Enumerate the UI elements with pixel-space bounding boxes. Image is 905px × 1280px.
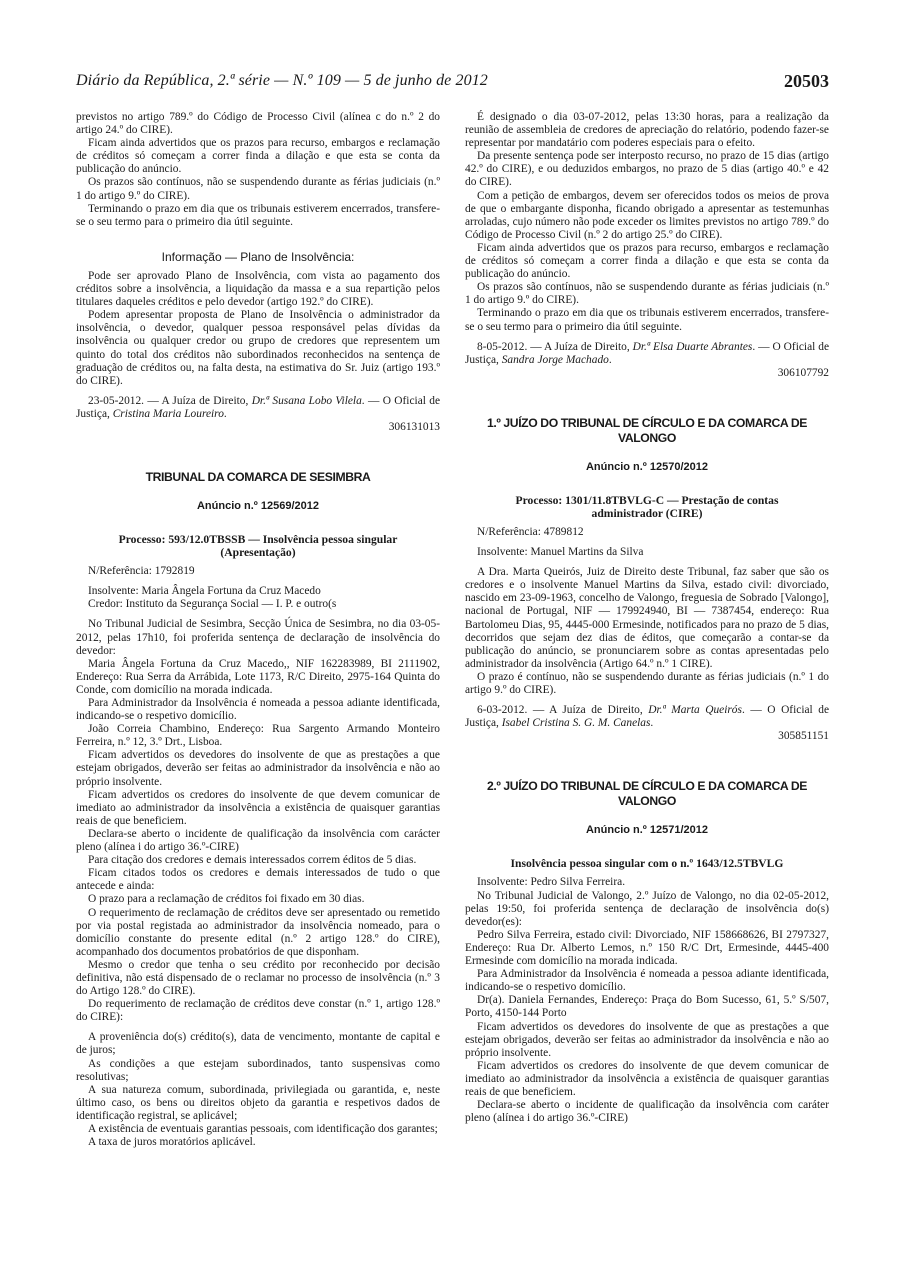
court-heading: 1.º JUÍZO DO TRIBUNAL DE CÍRCULO E DA COMARCA DE VALONGO [487, 415, 807, 445]
paragraph: Ficam advertidos os credores do insolvente de que devem comunicar de imediato ao administrador da insolvência a existência de quaisquer garantias reais de que beneficiem. [465, 1059, 829, 1098]
announcement-number: Anúncio n.º 12571/2012 [585, 824, 708, 837]
paragraph: Para citação dos credores e demais interessados correm éditos de 5 dias. [88, 854, 417, 867]
paragraph: Declara-se aberto o incidente de qualificação da insolvência com carácter pleno (alínea i do artigo 36.º-CIRE) [76, 827, 440, 854]
announcement-number: Anúncio n.º 12570/2012 [585, 460, 708, 473]
court-heading: TRIBUNAL DA COMARCA DE SESIMBRA [145, 470, 371, 485]
paragraph: Com a petição de embargos, devem ser oferecidos todos os meios de prova de que o embargante disponha, ficando obrigado a apresentar as testemunhas arroladas, cujo número não pode exceder os limites previstos no artigo 789.º do Código de Processo Civil (n.º 2 do artigo 25.º do CIRE). [465, 189, 829, 241]
signature-line [465, 341, 829, 367]
signature-text: . [223, 407, 227, 420]
court-heading: 2.º JUÍZO DO TRIBUNAL DE CÍRCULO E DA COMARCA DE VALONGO [487, 779, 807, 809]
paragraph: Para Administrador da Insolvência é nomeada a pessoa adiante identificada, indicando-se o respetivo domicílio. [465, 968, 829, 994]
right-column [465, 111, 829, 1125]
notice-id: 306131013 [388, 420, 440, 433]
page-number: 20503 [784, 71, 829, 91]
reference-number: N/Referência: 1792819 [88, 565, 195, 578]
signature-line [76, 395, 440, 421]
signature-text: . — O Oficial de Justiça, [465, 340, 830, 366]
signatory-name: Dr.ª Elsa Duarte Abrantes [632, 340, 753, 353]
signature-text: 8-05-2012. — A Juíza de Direito, [477, 340, 633, 353]
paragraph: Terminando o prazo em dia que os tribunais estiverem encerrados, transfere-se o seu termo para o primeiro dia útil seguinte. [76, 202, 440, 228]
paragraph: Insolvente: Pedro Silva Ferreira. [477, 876, 626, 889]
paragraph: Terminando o prazo em dia que os tribunais estiverem encerrados, transfere-se o seu termo para o primeiro dia útil seguinte. [465, 307, 829, 333]
paragraph: Declara-se aberto o incidente de qualificação da insolvência com caráter pleno (alínea i do artigo 36.º-CIRE) [465, 1099, 829, 1125]
paragraph: Ficam advertidos os devedores do insolvente de que as prestações a que estejam obrigados, deverão ser feitas ao administrador da insolvência e não ao próprio insolvente. [465, 1020, 829, 1059]
notice-id: 306107792 [777, 366, 829, 379]
paragraph: Maria Ângela Fortuna da Cruz Macedo,, NIF 162283989, BI 2111902, Endereço: Rua Serra da Arrábida, Lote 1173, R/C Direito, 2975-164 Quinta do Conde, com domicílio na morada indicada. [76, 657, 440, 696]
reference-number: N/Referência: 4789812 [477, 525, 584, 538]
paragraph: Pedro Silva Ferreira, estado civil: Divorciado, NIF 158668626, BI 2797327, Endereço: Rua Dr. Alberto Lemos, n.º 150 R/C Drt, Ermesinde, 4445-400 Ermesinde com domicílio na morada indicada. [465, 928, 829, 968]
paragraph: previstos no artigo 789.º do Código de Processo Civil (alínea c do n.º 2 do artigo 24.º do CIRE). [76, 111, 440, 137]
paragraph: Insolvente: Manuel Martins da Silva [477, 546, 644, 559]
paragraph: Pode ser aprovado Plano de Insolvência, com vista ao pagamento dos créditos sobre a insolvência, a liquidação da massa e a sua repartição pelos titulares daqueles créditos e pelo devedor (artigo 192.º do CIRE). [76, 269, 440, 309]
signature-text: . — O Oficial de Justiça, [465, 704, 830, 730]
signature-text: . — O Oficial de Justiça, [76, 394, 441, 420]
paragraph: Para Administrador da Insolvência é nomeada a pessoa adiante identificada, indicando-se o respetivo domicílio. [76, 697, 440, 723]
signature-text: 23-05-2012. — A Juíza de Direito, [88, 394, 252, 407]
paragraph: Ficam citados todos os credores e demais interessados de tudo o que antecede e ainda: [76, 867, 440, 893]
paragraph: Ficam advertidos os credores do insolvente de que devem comunicar de imediato ao administrador da insolvência a existência de quaisquer garantias reais de que beneficiem. [76, 788, 440, 827]
signature-line [465, 704, 829, 730]
paragraph: No Tribunal Judicial de Valongo, 2.º Juízo de Valongo, no dia 02-05-2012, pelas 19:50, foi proferida sentença de declaração de insolvência do(s) devedor(es): [465, 889, 829, 928]
signature-text: . [650, 717, 654, 730]
paragraph: O prazo é contínuo, não se suspendendo durante as férias judiciais (n.º 1 do artigo 9.º do CIRE). [465, 670, 829, 696]
process-title: Processo: 1301/11.8TBVLG-C — Prestação de contas administrador (CIRE) [515, 493, 779, 520]
signatory-name: Dr.ª Marta Queirós [648, 704, 742, 717]
paragraph: Credor: Instituto da Segurança Social — I. P. e outro(s [88, 598, 337, 611]
paragraph: O prazo para a reclamação de créditos foi fixado em 30 dias. [88, 893, 365, 906]
signatory-name: Dr.ª Susana Lobo Vilela [251, 394, 362, 407]
notice-id: 305851151 [778, 730, 829, 743]
paragraph: A sua natureza comum, subordinada, privilegiada ou garantida, e, neste último caso, os bens ou direitos objeto da garantia e respetivos dados de identificação registral, se aplicável; [76, 1083, 440, 1122]
paragraph: A proveniência do(s) crédito(s), data de vencimento, montante de capital e de juros; [76, 1031, 440, 1057]
paragraph: A Dra. Marta Queirós, Juiz de Direito deste Tribunal, faz saber que são os credores e o insolvente Manuel Martins da Silva, estado civil: divorciado, nascido em 23-09-1963, concelho de Valongo, freguesia de Sobrado [Valongo], nacional de Portugal, NIF — 179924940, BI — 7387454, endereço: Rua Bartolomeu Dias, 95, 4445-000 Ermesinde, notificados para no prazo de 5 dias, decorridos que sejam dez dias de éditos, que começarão a contar-se da publicação do anúncio, se pronunciarem sobre as contas apresentadas pelo administrador da insolvência (Artigo 64.º n.º 1 CIRE). [465, 566, 829, 670]
paragraph: Dr(a). Daniela Fernandes, Endereço: Praça do Bom Sucesso, 61, 5.º S/507, Porto, 4150-144 Porto [465, 994, 829, 1020]
paragraph: O requerimento de reclamação de créditos deve ser apresentado ou remetido por via postal registada ao administrador da insolvência nomeado, para o domicílio constante do presente edital (n.º 2 artigo 128.º do CIRE), acompanhado dos documentos probatórios de que disponham. [76, 906, 440, 958]
paragraph: Ficam advertidos os devedores do insolvente de que as prestações a que estejam obrigados, deverão ser feitas ao administrador da insolvência e não ao próprio insolvente. [76, 749, 440, 788]
paragraph: Ficam ainda advertidos que os prazos para recurso, embargos e reclamação de créditos só começam a correr finda a dilação e que esta se conta da publicação do anúncio. [465, 241, 829, 281]
paragraph: Podem apresentar proposta de Plano de Insolvência o administrador da insolvência, o devedor, qualquer pessoa responsável pelas dívidas da insolvência ou qualquer credor ou grupo de credores que representem um quinto do total dos créditos não subordinados reconhecidos na sentença de graduação de créditos ou, na falta desta, na estimativa do Sr. Juiz (artigo 193.º do CIRE). [76, 309, 440, 387]
process-title: Insolvência pessoa singular com o n.º 1643/12.5TBVLG [510, 857, 784, 871]
paragraph: A taxa de juros moratórios aplicável. [88, 1136, 256, 1149]
paragraph: Do requerimento de reclamação de créditos deve constar (n.º 1, artigo 128.º do CIRE): [76, 998, 440, 1024]
paragraph: Os prazos são contínuos, não se suspendendo durante as férias judiciais (n.º 1 do artigo 9.º do CIRE). [76, 176, 440, 202]
signature-text: 6-03-2012. — A Juíza de Direito, [477, 704, 649, 717]
paragraph: No Tribunal Judicial de Sesimbra, Secção Única de Sesimbra, no dia 03-05-2012, pelas 17h10, foi proferida sentença de declaração de insolvência do devedor: [76, 618, 440, 657]
paragraph: Da presente sentença pode ser interposto recurso, no prazo de 15 dias (artigo 42.º do CIRE), e ou deduzidos embargos, no prazo de 5 dias (artigo 40.º e 42 do CIRE). [465, 150, 829, 189]
signatory-name: Sandra Jorge Machado [501, 353, 609, 366]
paragraph: É designado o dia 03-07-2012, pelas 13:30 horas, para a realização da reunião de assembleia de credores de apreciação do relatório, podendo fazer-se representar por mandatário com poderes especiais para o efeito. [465, 111, 829, 150]
left-column [76, 111, 440, 1149]
paragraph: João Correia Chambino, Endereço: Rua Sargento Armando Monteiro Ferreira, n.º 12, 3.º Drt., Lisboa. [76, 723, 440, 749]
running-head-title: Diário da República, 2.ª série — N.º 109 — 5 de junho de 2012 [76, 72, 488, 89]
paragraph: Ficam ainda advertidos que os prazos para recurso, embargos e reclamação de créditos só começam a correr finda a dilação e que esta se conta da publicação do anúncio. [76, 137, 440, 176]
paragraph: Insolvente: Maria Ângela Fortuna da Cruz Macedo [88, 585, 321, 598]
signature-text: . [608, 353, 612, 366]
process-title: Processo: 593/12.0TBSSB — Insolvência pessoa singular (Apresentação) [118, 533, 398, 560]
signatory-name: Isabel Cristina S. G. M. Canelas [501, 717, 651, 730]
signatory-name: Cristina Maria Loureiro [112, 407, 224, 420]
announcement-number: Anúncio n.º 12569/2012 [196, 500, 319, 513]
paragraph: As condições a que estejam subordinados, tanto suspensivas como resolutivas; [76, 1057, 440, 1083]
paragraph: Os prazos são contínuos, não se suspendendo durante as férias judiciais (n.º 1 do artigo 9.º do CIRE). [465, 281, 829, 307]
paragraph: Mesmo o credor que tenha o seu crédito por reconhecido por decisão definitiva, não está dispensado de o reclamar no processo de insolvência (n.º 3 do Artigo 128.º do CIRE). [76, 958, 440, 998]
paragraph: A existência de eventuais garantias pessoais, com identificação dos garantes; [88, 1123, 438, 1135]
plan-heading: Informação — Plano de Insolvência: [161, 249, 355, 264]
